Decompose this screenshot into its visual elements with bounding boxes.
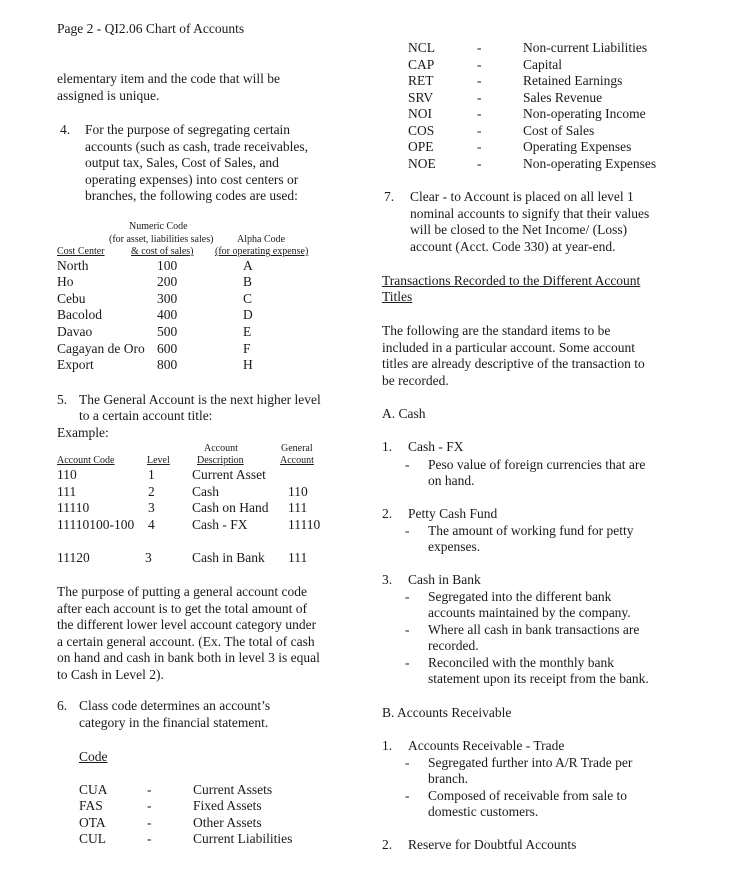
class-code: NOI <box>408 106 432 121</box>
a1-title: Cash - FX <box>408 439 464 454</box>
class-code: CUL <box>79 831 106 846</box>
cost-center-alpha: A <box>243 258 253 273</box>
class-code-dash: - <box>477 40 482 55</box>
heading-a-cash: A. Cash <box>382 406 426 421</box>
cost-center-name: Cagayan de Oro <box>57 341 145 356</box>
item-4-line: branches, the following codes are used: <box>85 188 298 203</box>
item-5-line-1: The General Account is the next higher level <box>79 392 321 407</box>
bullet-dash: - <box>405 655 410 670</box>
cost-center-name: Ho <box>57 274 74 289</box>
item-6-line-2: category in the financial statement. <box>79 715 269 730</box>
cost-center-numeric: 800 <box>157 357 178 372</box>
b1-number: 1. <box>382 738 393 753</box>
account-level: 1 <box>148 467 155 482</box>
a3-bullet-line: accounts maintained by the company. <box>428 605 631 620</box>
item-4-number: 4. <box>60 122 71 137</box>
class-code-desc: Non-operating Expenses <box>523 156 657 171</box>
account-level: 3 <box>145 550 152 565</box>
class-code: OTA <box>79 815 106 830</box>
account-desc-header: Account <box>204 443 238 454</box>
a1-bullet-line: on hand. <box>428 473 475 488</box>
cost-center-numeric: 100 <box>157 258 178 273</box>
example-label: Example: <box>57 425 109 440</box>
cost-center-name: Bacolod <box>57 307 102 322</box>
class-code-dash: - <box>477 106 482 121</box>
numeric-code-subheader-2: & cost of sales) <box>131 246 194 257</box>
section-intro <box>382 323 667 389</box>
general-account: 11110 <box>288 517 321 532</box>
cost-center-alpha: D <box>243 307 253 322</box>
class-code-desc: Current Assets <box>193 782 273 797</box>
cost-center-numeric: 400 <box>157 307 178 322</box>
class-code: OPE <box>408 139 434 154</box>
purpose-line: a certain general account. (Ex. The total of cash <box>57 633 315 649</box>
item-5-line-2: to a certain account title: <box>79 408 213 423</box>
account-code: 11110 <box>57 500 90 515</box>
account-code-header: Account Code <box>57 455 115 466</box>
cost-center-name: North <box>57 258 89 273</box>
class-code-desc: Fixed Assets <box>193 798 262 813</box>
item-7-line: will be closed to the Net Income/ (Loss) <box>410 222 628 237</box>
account-description: Cash in Bank <box>192 550 265 565</box>
item-7-paragraph <box>410 189 663 255</box>
intro-line-1: elementary item and the code that will be <box>57 71 281 86</box>
account-level: 2 <box>148 484 155 499</box>
general-account: 110 <box>288 484 308 499</box>
cost-center-name: Cebu <box>57 291 86 306</box>
class-code-dash: - <box>477 139 482 154</box>
class-code-dash: - <box>147 831 152 846</box>
account-code: 11120 <box>57 550 90 565</box>
account-code: 110 <box>57 467 77 482</box>
cost-center-numeric: 600 <box>157 341 178 356</box>
cost-center-header: Cost Center <box>57 246 105 257</box>
general-account-header: General <box>281 443 313 454</box>
b2-number: 2. <box>382 837 393 852</box>
class-code-desc: Sales Revenue <box>523 90 603 105</box>
purpose-line: The purpose of putting a general account code <box>57 584 308 599</box>
b1-bullet-line: Composed of receivable from sale to <box>428 788 628 803</box>
section-intro-line: The following are the standard items to be <box>382 323 611 338</box>
purpose-line: after each account is to get the total amount of <box>57 600 308 616</box>
b2-title: Reserve for Doubtful Accounts <box>408 837 577 852</box>
class-code-dash: - <box>477 123 482 138</box>
item-4-line: output tax, Sales, Cost of Sales, and <box>85 155 279 170</box>
bullet-dash: - <box>405 457 410 472</box>
class-code: NCL <box>408 40 435 55</box>
section-intro-line: titles are already descriptive of the transaction to <box>382 356 645 371</box>
class-code: NOE <box>408 156 436 171</box>
b1-bullet-line: domestic customers. <box>428 804 539 819</box>
a3-title: Cash in Bank <box>408 572 481 587</box>
class-code-dash: - <box>477 73 482 88</box>
section-title-line-1: Transactions Recorded to the Different Account <box>382 273 641 288</box>
account-description: Cash - FX <box>192 517 248 532</box>
class-code-desc: Non-operating Income <box>523 106 646 121</box>
item-4-line: operating expenses) into cost centers or <box>85 171 299 187</box>
class-code-dash: - <box>477 156 482 171</box>
account-code: 111 <box>57 484 77 499</box>
cost-center-alpha: B <box>243 274 253 289</box>
numeric-code-header: Numeric Code <box>129 221 188 232</box>
b1-bullet-line: Segregated further into A/R Trade per <box>428 755 633 770</box>
intro-line-2: assigned is unique. <box>57 88 160 103</box>
section-title-line-2: Titles <box>382 289 413 304</box>
item-4-line: accounts (such as cash, trade receivables, <box>85 138 309 154</box>
item-6-line-1: Class code determines an account’s <box>79 698 271 713</box>
class-code-desc: Non-current Liabilities <box>523 40 648 55</box>
a3-bullet-line: Where all cash in bank transactions are <box>428 622 640 637</box>
a2-bullet-line: expenses. <box>428 539 481 554</box>
item-7-line: nominal accounts to signify that their values <box>410 205 650 221</box>
general-account: 111 <box>288 500 308 515</box>
class-code-dash: - <box>147 782 152 797</box>
purpose-paragraph <box>57 584 347 683</box>
item-7-line: Clear - to Account is placed on all level 1 <box>410 189 634 204</box>
cost-center-alpha: F <box>243 341 251 356</box>
class-code-dash: - <box>477 57 482 72</box>
cost-center-name: Davao <box>57 324 93 339</box>
b1-bullet-line: branch. <box>428 771 469 786</box>
cost-center-alpha: E <box>243 324 252 339</box>
account-description: Cash <box>192 484 219 499</box>
class-code-dash: - <box>147 798 152 813</box>
a2-title: Petty Cash Fund <box>408 506 498 521</box>
class-code: SRV <box>408 90 434 105</box>
general-account: 111 <box>288 550 308 565</box>
class-code: RET <box>408 73 434 88</box>
a3-number: 3. <box>382 572 393 587</box>
level-header: Level <box>147 455 170 466</box>
class-code-desc: Operating Expenses <box>523 139 632 154</box>
account-description: Cash on Hand <box>192 500 269 515</box>
cost-center-numeric: 300 <box>157 291 178 306</box>
section-intro-line: be recorded. <box>382 372 449 388</box>
a2-number: 2. <box>382 506 393 521</box>
class-code-dash: - <box>147 815 152 830</box>
item-5-number: 5. <box>57 392 68 407</box>
a1-number: 1. <box>382 439 393 454</box>
bullet-dash: - <box>405 622 410 637</box>
heading-b-accounts-receivable: B. Accounts Receivable <box>382 705 512 720</box>
bullet-dash: - <box>405 755 410 770</box>
cost-center-numeric: 200 <box>157 274 178 289</box>
b1-title: Accounts Receivable - Trade <box>408 738 565 753</box>
purpose-line: the different lower level account category under <box>57 617 317 632</box>
purpose-line: on hand and cash in bank both in level 3 is equal <box>57 650 320 665</box>
page-header: Page 2 - QI2.06 Chart of Accounts <box>57 21 245 36</box>
alpha-code-header: Alpha Code <box>237 234 286 245</box>
class-code-desc: Capital <box>523 57 562 72</box>
bullet-dash: - <box>405 589 410 604</box>
purpose-line: to Cash in Level 2). <box>57 666 164 682</box>
cost-center-name: Export <box>57 357 94 372</box>
cost-center-alpha: H <box>243 357 253 372</box>
class-code-desc: Retained Earnings <box>523 73 623 88</box>
account-desc-header-2: Description <box>197 455 244 466</box>
a1-bullet-line: Peso value of foreign currencies that are <box>428 457 646 472</box>
cost-center-alpha: C <box>243 291 253 306</box>
account-level: 3 <box>148 500 155 515</box>
a3-bullet-line: Segregated into the different bank <box>428 589 612 604</box>
class-code-desc: Other Assets <box>193 815 262 830</box>
item-7-line: account (Acct. Code 330) at year-end. <box>410 238 616 254</box>
account-level: 4 <box>148 517 155 532</box>
class-code: COS <box>408 123 435 138</box>
item-6-number: 6. <box>57 698 68 713</box>
numeric-code-subheader: (for asset, liabilities sales) <box>109 234 214 245</box>
section-intro-line: included in a particular account. Some account <box>382 339 636 355</box>
class-code-desc: Current Liabilities <box>193 831 293 846</box>
class-code: CUA <box>79 782 108 797</box>
cost-center-numeric: 500 <box>157 324 178 339</box>
bullet-dash: - <box>405 523 410 538</box>
class-code: CAP <box>408 57 435 72</box>
class-code: FAS <box>79 798 103 813</box>
general-account-header-2: Account <box>280 455 314 466</box>
a3-bullet-line: recorded. <box>428 638 479 653</box>
alpha-code-subheader: (for operating expense) <box>215 246 309 257</box>
account-code: 11110100-100 <box>57 517 135 532</box>
a3-bullet-line: Reconciled with the monthly bank <box>428 655 614 670</box>
a2-bullet-line: The amount of working fund for petty <box>428 523 634 538</box>
class-code-desc: Cost of Sales <box>523 123 595 138</box>
class-code-dash: - <box>477 90 482 105</box>
a3-bullet-line: statement upon its receipt from the bank. <box>428 671 649 686</box>
account-description: Current Asset <box>192 467 266 482</box>
item-4-line: For the purpose of segregating certain <box>85 122 291 137</box>
item-4-paragraph <box>85 122 337 205</box>
class-code-header: Code <box>79 749 108 764</box>
item-7-number: 7. <box>384 189 395 204</box>
bullet-dash: - <box>405 788 410 803</box>
